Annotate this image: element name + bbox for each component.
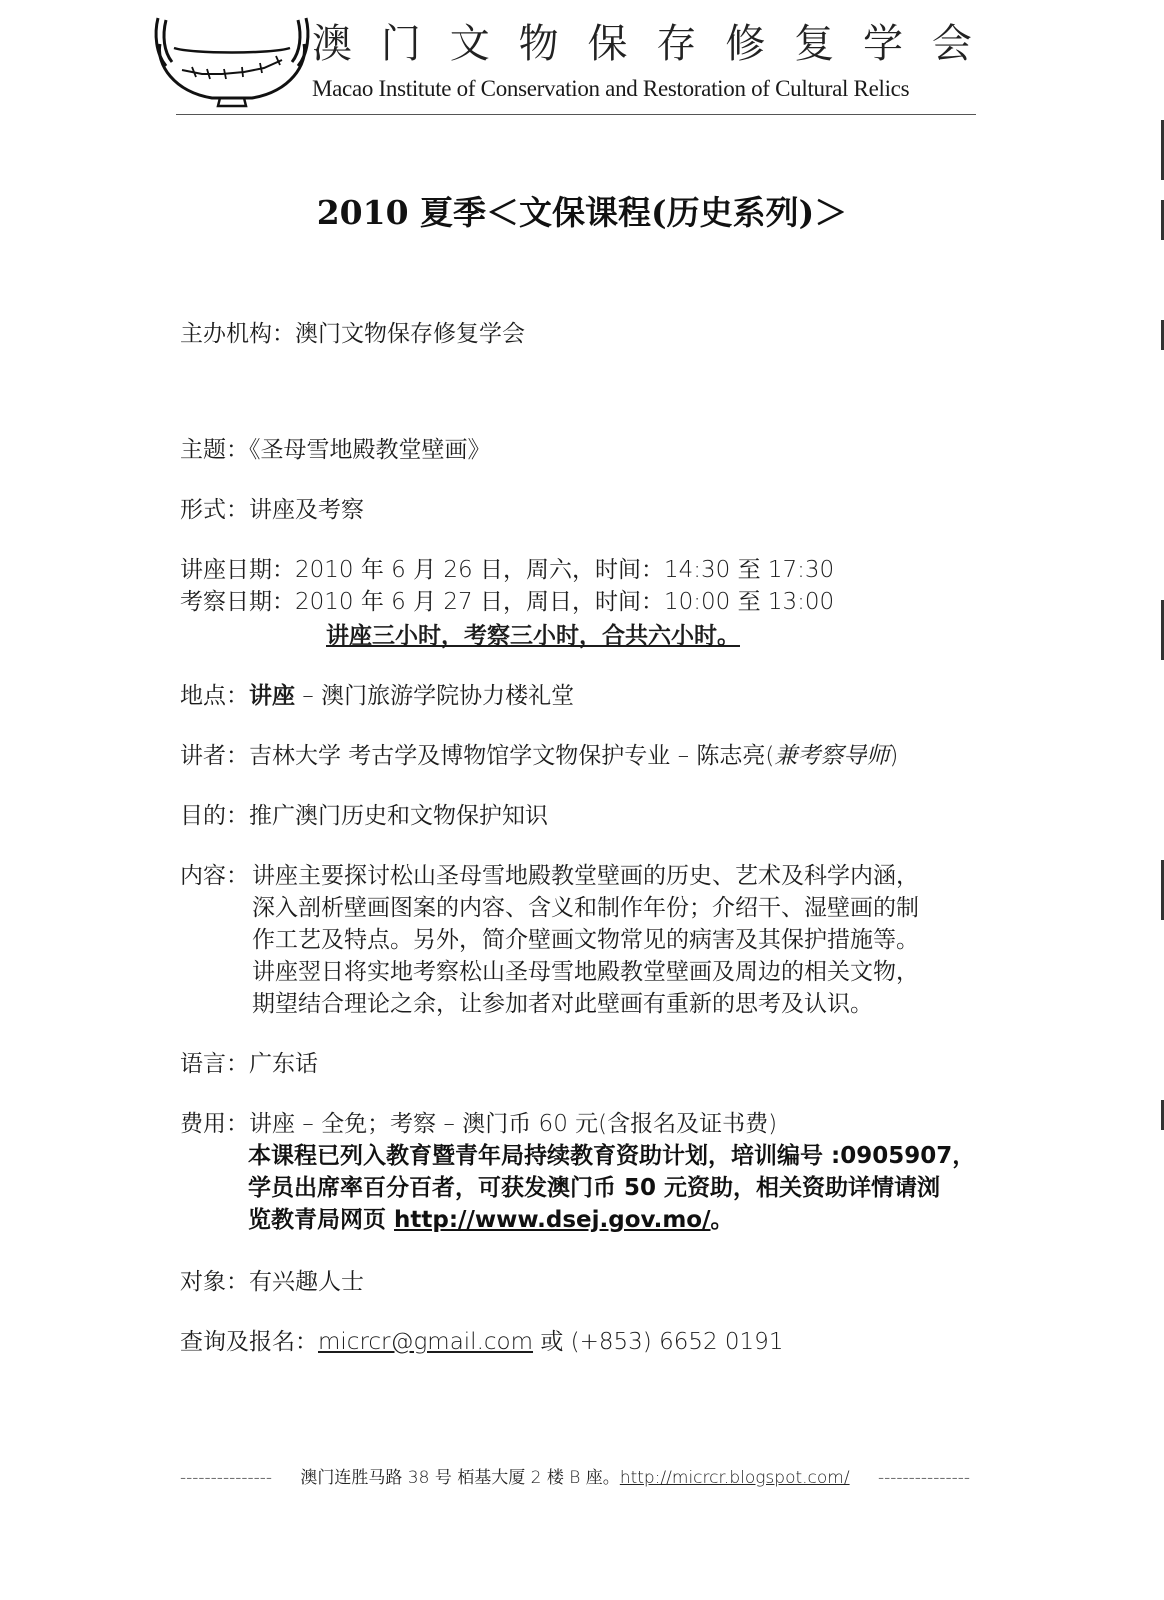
footer-address-block	[300, 1466, 849, 1490]
org-char: 保	[587, 21, 628, 67]
format-line	[180, 494, 364, 526]
audience-line	[180, 1266, 364, 1298]
contact-separator: 或	[533, 1329, 571, 1355]
footer-dash-right: ---------------	[877, 1468, 970, 1488]
language-value: 广东话	[249, 1051, 318, 1077]
fee-note-line: 学员出席率百分百者，可获发澳门币 50 元资助，相关资助详情请浏	[248, 1175, 941, 1201]
content-line: 作工艺及特点。另外，简介壁画文物常见的病害及其保护措施等。	[252, 927, 919, 953]
org-char: 复	[794, 21, 835, 67]
fee-note-suffix: 。	[710, 1207, 734, 1233]
duration-note: 讲座三小时，考察三小时，合共六小时。	[326, 623, 740, 649]
format-label: 形式：	[180, 497, 249, 523]
organizer-line	[180, 318, 525, 350]
lecture-date-value: 2010 年 6 月 26 日，周六，时间：14:30 至 17:30	[295, 557, 835, 583]
content-paragraph	[252, 860, 982, 1020]
topic-line	[180, 434, 491, 466]
venue-value: – 澳门旅游学院协力楼礼堂	[295, 683, 575, 709]
venue-type: 讲座	[249, 683, 295, 709]
fee-note-line	[248, 1204, 988, 1236]
footer-dash-left: ---------------	[180, 1468, 273, 1488]
org-name-english: Macao Institute of Conservation and Restoration of Cultural Relics	[312, 76, 910, 101]
visit-date-value: 2010 年 6 月 27 日，周日，时间：10:00 至 13:00	[295, 589, 835, 615]
visit-date-line	[180, 586, 834, 618]
topic-label: 主题：	[180, 437, 249, 463]
contact-phone: (+853) 6652 0191	[570, 1329, 784, 1355]
fee-line	[180, 1108, 777, 1140]
venue-label: 地点：	[180, 683, 249, 709]
page-footer	[180, 1466, 970, 1490]
org-name-chinese	[312, 20, 972, 68]
org-char: 文	[449, 21, 490, 67]
org-char: 存	[656, 21, 697, 67]
org-char: 澳	[312, 21, 352, 67]
fee-subsidy-note	[248, 1140, 988, 1236]
org-char: 学	[863, 21, 903, 67]
topic-value: 《圣母雪地殿教堂壁画》	[249, 437, 491, 463]
venue-line	[180, 680, 574, 712]
contact-line	[180, 1326, 783, 1358]
fee-note-line: 本课程已列入教育暨青年局持续教育资助计划，培训编号 :0905907，	[248, 1143, 976, 1169]
contact-email-link[interactable]: micrcr@gmail.com	[318, 1329, 534, 1355]
fee-value: 讲座 – 全免；考察 – 澳门币 60 元(含报名及证书费)	[249, 1111, 778, 1137]
speaker-close: )	[889, 743, 899, 769]
format-value: 讲座及考察	[249, 497, 364, 523]
footer-blog-link[interactable]: http://micrcr.blogspot.com/	[619, 1468, 850, 1488]
footer-address: 澳门连胜马路 38 号 栢基大厦 2 楼 B 座。	[300, 1468, 620, 1488]
speaker-value: 吉林大学 考古学及博物馆学文物保护专业 – 陈志亮(	[249, 743, 775, 769]
dsej-link[interactable]: http://www.dsej.gov.mo/	[394, 1207, 711, 1233]
content-line: 讲座翌日将实地考察松山圣母雪地殿教堂壁画及周边的相关文物，	[252, 959, 919, 985]
purpose-label: 目的：	[180, 803, 249, 829]
organizer-value: 澳门文物保存修复学会	[295, 321, 525, 347]
language-line	[180, 1048, 318, 1080]
lecture-date-label: 讲座日期：	[180, 557, 295, 583]
speaker-label: 讲者：	[180, 743, 249, 769]
lecture-date-line	[180, 554, 834, 586]
institute-logo-icon	[152, 14, 312, 110]
page-title: 2010 夏季＜文保课程(历史系列)＞	[316, 193, 848, 232]
fee-label: 费用：	[180, 1111, 249, 1137]
content-label: 内容：	[180, 863, 249, 889]
language-label: 语言：	[180, 1051, 249, 1077]
purpose-value: 推广澳门历史和文物保护知识	[249, 803, 548, 829]
fee-note-prefix: 览教青局网页	[248, 1207, 395, 1233]
audience-label: 对象：	[180, 1269, 249, 1295]
content-label-line	[180, 860, 249, 892]
speaker-role: 兼考察导师	[774, 743, 890, 769]
org-char: 会	[931, 21, 972, 67]
speaker-line	[180, 740, 898, 772]
contact-label: 查询及报名：	[180, 1329, 318, 1355]
visit-date-label: 考察日期：	[180, 589, 295, 615]
purpose-line	[180, 800, 548, 832]
content-line: 讲座主要探讨松山圣母雪地殿教堂壁画的历史、艺术及科学内涵，	[252, 863, 919, 889]
org-char: 门	[380, 21, 421, 67]
content-line: 期望结合理论之余，让参加者对此壁画有重新的思考及认识。	[252, 991, 873, 1017]
organizer-label: 主办机构：	[180, 321, 295, 347]
org-char: 修	[725, 21, 766, 67]
audience-value: 有兴趣人士	[249, 1269, 364, 1295]
content-line: 深入剖析壁画图案的内容、含义和制作年份；介绍干、湿壁画的制	[252, 895, 919, 921]
org-char: 物	[518, 21, 559, 67]
letterhead-divider	[176, 114, 976, 115]
